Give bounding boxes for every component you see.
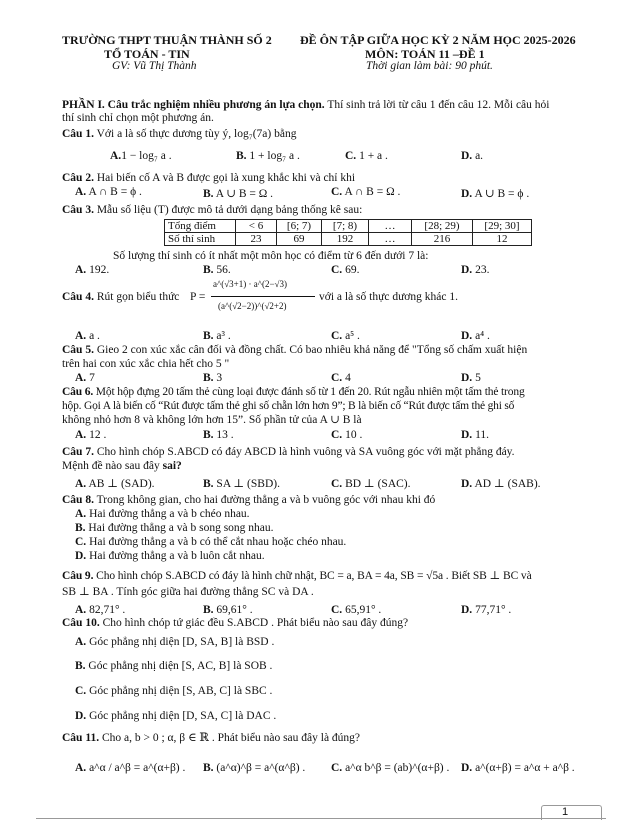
q3-option-a[interactable]: A. 192. (75, 264, 110, 276)
question-6-line3: không nhỏ hơn 8 và không lớn hơn 15”. Số phần tử của A ∪ B là (62, 414, 362, 426)
score-frequency-table (164, 219, 532, 246)
table-cell: … (369, 233, 412, 246)
q4-denominator: (a^(√2−2))^(√2+2) (218, 301, 287, 311)
q8-option-c[interactable]: C. Hai đường thẳng a và b có thể cắt nhau hoặc chéo nhau. (75, 536, 347, 548)
school-name: TRƯỜNG THPT THUẬN THÀNH SỐ 2 (62, 33, 272, 47)
q2-option-a[interactable]: A. A ∩ B = ϕ . (75, 186, 142, 198)
q11-option-d[interactable]: D. a^(α+β) = a^α + a^β . (461, 762, 575, 774)
q6-option-d[interactable]: D. 11. (461, 429, 490, 441)
q4-tail: với a là số thực dương khác 1. (319, 291, 458, 303)
q3-option-c[interactable]: C. 69. (331, 264, 360, 276)
q5-option-c[interactable]: C. 4 (331, 372, 351, 384)
q4-option-d[interactable]: D. a⁴ . (461, 330, 490, 342)
question-9-line2: SB ⊥ BA . Tính góc giữa hai đường thẳng SC và DA . (62, 586, 314, 598)
q7-option-d[interactable]: D. AD ⊥ (SAB). (461, 478, 541, 490)
table-cell: 216 (412, 233, 473, 246)
exam-time: Thời gian làm bài: 90 phút. (366, 60, 493, 72)
q5-option-d[interactable]: D. 5 (461, 372, 481, 384)
question-3: Câu 3. Mẫu số liệu (T) được mô tả dưới dạng bảng thống kê sau: (62, 204, 363, 216)
teacher-name: GV: Vũ Thị Thành (112, 60, 197, 72)
question-1: Câu 1. Với a là số thực dương tùy ý, log₇(7a) bằng (62, 128, 297, 140)
q2-option-c[interactable]: C. A ∩ B = Ω . (331, 186, 401, 198)
table-cell: Số thí sinh (165, 233, 236, 246)
question-5-line2: trên hai con xúc xắc chia hết cho 5 " (62, 358, 230, 370)
q10-option-d[interactable]: D. Góc phẳng nhị diện [D, SA, C] là DAC . (75, 710, 277, 722)
q1-option-a[interactable]: A.1 − log₇ a . (110, 150, 172, 162)
question-8: Câu 8. Trong không gian, cho hai đường thẳng a và b vuông góc với nhau khi đó (62, 494, 436, 506)
q3-option-d[interactable]: D. 23. (461, 264, 490, 276)
part1-heading: PHẦN I. Câu trắc nghiệm nhiều phương án lựa chọn. Thí sinh trả lời từ câu 1 đến câu 12. Mỗi câu hỏi (62, 99, 550, 111)
q9-option-c[interactable]: C. 65,91° . (331, 604, 382, 616)
q8-option-a[interactable]: A. Hai đường thẳng a và b chéo nhau. (75, 508, 250, 520)
q5-option-b[interactable]: B. 3 (203, 372, 223, 384)
q6-option-c[interactable]: C. 10 . (331, 429, 363, 441)
q6-option-b[interactable]: B. 13 . (203, 429, 234, 441)
table-cell: [29; 30] (473, 220, 532, 233)
table-cell: [7; 8) (322, 220, 369, 233)
q4-p-symbol: P = (190, 291, 206, 303)
table-cell: [6; 7) (277, 220, 322, 233)
q7-option-c[interactable]: C. BD ⊥ (SAC). (331, 478, 411, 490)
q9-option-d[interactable]: D. 77,71° . (461, 604, 512, 616)
q10-option-a[interactable]: A. Góc phẳng nhị diện [D, SA, B] là BSD . (75, 636, 275, 648)
table-cell: < 6 (236, 220, 277, 233)
q2-option-d[interactable]: D. A ∪ B = ϕ . (461, 188, 530, 200)
question-6-line2: hộp. Gọi A là biến cố “Rút được tấm thẻ ghi số chẵn lớn hơn 9”; B là biến cố “Rút được tấm thẻ ghi số (62, 400, 515, 412)
subject: MÔN: TOÁN 11 –ĐỀ 1 (365, 47, 485, 61)
q11-option-c[interactable]: C. a^α b^β = (ab)^(α+β) . (331, 762, 450, 774)
q9-option-a[interactable]: A. 82,71° . (75, 604, 126, 616)
q11-option-b[interactable]: B. (a^α)^β = a^(α^β) . (203, 762, 306, 774)
q1-option-c[interactable]: C. 1 + a . (345, 150, 388, 162)
question-7: Câu 7. Cho hình chóp S.ABCD có đáy ABCD là hình vuông và SA vuông góc với mặt phẳng đáy. (62, 446, 515, 458)
q8-option-b[interactable]: B. Hai đường thẳng a và b song song nhau. (75, 522, 274, 534)
q2-option-b[interactable]: B. A ∪ B = Ω . (203, 188, 274, 200)
table-cell: 192 (322, 233, 369, 246)
question-11: Câu 11. Cho a, b > 0 ; α, β ∈ ℝ . Phát biểu nào sau đây là đúng? (62, 732, 361, 744)
q3-option-b[interactable]: B. 56. (203, 264, 231, 276)
q4-numerator: a^(√3+1) · a^(2−√3) (213, 279, 287, 289)
q1-option-b[interactable]: B. 1 + log₇ a . (236, 150, 300, 162)
question-4: Câu 4. Rút gọn biểu thức (62, 291, 180, 303)
q1-option-d[interactable]: D. a. (461, 150, 484, 162)
q10-option-b[interactable]: B. Góc phẳng nhị diện [S, AC, B] là SOB . (75, 660, 273, 672)
q9-option-b[interactable]: B. 69,61° . (203, 604, 253, 616)
question-6: Câu 6. Một hộp đựng 20 tấm thẻ cùng loại được đánh số từ 1 đến 20. Rút ngẫu nhiên một tấm thẻ trong (62, 386, 525, 398)
question-7-line2: Mệnh đề nào sau đây sai? (62, 460, 182, 472)
q10-option-c[interactable]: C. Góc phẳng nhị diện [S, AB, C] là SBC . (75, 685, 273, 697)
table-cell: Tổng điểm (165, 220, 236, 233)
question-10: Câu 10. Cho hình chóp tứ giác đều S.ABCD . Phát biểu nào sau đây đúng? (62, 617, 409, 629)
department: TỔ TOÁN - TIN (104, 47, 190, 61)
table-cell: 23 (236, 233, 277, 246)
exam-title: ĐỀ ÔN TẬP GIỮA HỌC KỲ 2 NĂM HỌC 2025-2026 (300, 33, 576, 47)
page-number-tab (541, 805, 602, 820)
q7-option-a[interactable]: A. AB ⊥ (SAD). (75, 478, 155, 490)
q4-option-b[interactable]: B. a³ . (203, 330, 231, 342)
question-9: Câu 9. Cho hình chóp S.ABCD có đáy là hình chữ nhật, BC = a, BA = 4a, SB = √5a . Biết SB ⊥ BC và (62, 570, 532, 582)
q6-option-a[interactable]: A. 12 . (75, 429, 107, 441)
q4-option-c[interactable]: C. a⁵ . (331, 330, 360, 342)
page-number: 1 (562, 806, 569, 818)
table-row (165, 233, 532, 246)
question-5: Câu 5. Gieo 2 con xúc xắc cân đối và đồng chất. Có bao nhiêu khả năng để "Tổng số chấm xuất hiện (62, 344, 528, 356)
table-cell: [28; 29) (412, 220, 473, 233)
q4-option-a[interactable]: A. a . (75, 330, 100, 342)
q5-option-a[interactable]: A. 7 (75, 372, 95, 384)
q11-option-a[interactable]: A. a^α / a^β = a^(α+β) . (75, 762, 186, 774)
table-cell: 12 (473, 233, 532, 246)
footer-divider (36, 818, 606, 819)
q7-option-b[interactable]: B. SA ⊥ (SBD). (203, 478, 280, 490)
table-cell: … (369, 220, 412, 233)
q3-subquestion: Số lượng thí sinh có ít nhất một môn học có điểm từ 6 đến dưới 7 là: (113, 250, 429, 262)
question-2: Câu 2. Hai biến cố A và B được gọi là xung khắc khi và chỉ khi (62, 172, 356, 184)
part1-instruction: thí sinh chỉ chọn một phương án. (62, 112, 214, 124)
table-row (165, 220, 532, 233)
q8-option-d[interactable]: D. Hai đường thẳng a và b luôn cắt nhau. (75, 550, 265, 562)
table-cell: 69 (277, 233, 322, 246)
q4-fraction-bar (211, 296, 315, 297)
